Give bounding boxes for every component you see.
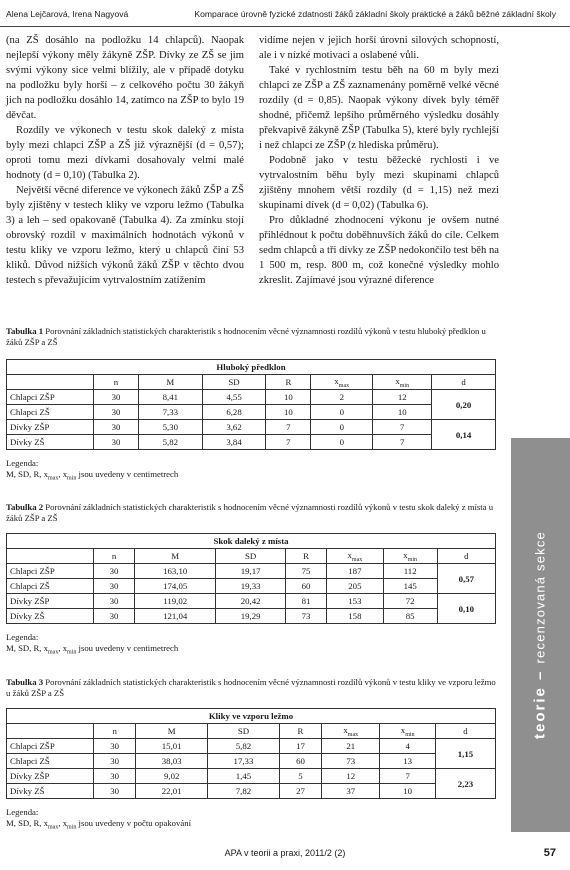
- col-header: d: [437, 549, 495, 564]
- table-row: Chlapci ZŠ 30 7,33 6,28 10 0 10: [7, 405, 496, 420]
- header-authors: Alena Lejčarová, Irena Nagyová: [6, 9, 129, 19]
- table-title: Hluboký předklon: [7, 360, 496, 375]
- table-header-row: [7, 724, 496, 739]
- table-row: Chlapci ZŠP 30 15,01 5,82 17 21 4 1,15: [7, 739, 496, 754]
- paragraph: Podobně jako v testu běžecké rychlosti i ve vytrvalostním běhu byly mezi skupinami chlapců zjištěny mnohem větší rozdíly (d = 1,15) než mezi skupinami dívek (d = 0,02) (Tabulka 6).: [259, 155, 499, 211]
- table-row: Dívky ZŠ 30 22,01 7,82 27 37 10: [7, 784, 496, 799]
- paragraph: Také v rychlostním testu běh na 60 m byly mezi chlapci ze ZŠP a ZŠ zaznamenány poměrně velké věcné rozdíly (d = 0,85). Naopak výkony dívek byly téměř shodné, přičemž lepšího průměrného výsledku dosáhly překvapivě žákyně ZŠP (Tabulka 5), které byly rychlejší i než chlapci ze ZŠP (z hlediska průměru).: [259, 65, 499, 151]
- col-header: $x_{max}$: [322, 724, 380, 739]
- col-header: $x_{min}$: [380, 724, 436, 739]
- col-header: R: [279, 724, 321, 739]
- paragraph: Pro důkladné zhodnocení výkonu je ovšem nutné přihlédnout k počtu doběhnuvších žáků do cíle. Celkem sedm chlapců a tři dívky ze ZŠP nedokončilo test běh na 1 500 m, resp. 800 m, což konečné výsledky mohlo zkreslit. Zajímavé jsou výrazné diference: [259, 215, 499, 286]
- table-header-row: [7, 549, 496, 564]
- col-header: d: [432, 375, 496, 390]
- col-header: M: [138, 375, 202, 390]
- effect-size: 0,14: [432, 420, 496, 450]
- col-header: R: [286, 549, 327, 564]
- col-header: $x_{min}$: [383, 549, 437, 564]
- table-1: [6, 359, 496, 450]
- body-column-left: [6, 33, 244, 288]
- table-2: [6, 533, 496, 624]
- table-1-legend: Legenda: M, SD, R, $x_{max}$, $x_{min}$ jsou uvedeny v centimetrech: [6, 458, 179, 482]
- paragraph: (na ZŠ dosáhlo na podložku 14 chlapců). Naopak nejlepší výkony měly žákyně ZŠP. Dívky ze ZŠ se jim svými výkony sice velmi blížily, ale v případě dotyku na podložku byly horší – z celkového počtu 30 žákyň jich na podložku dosáhlo 14, zatímco na ZŠP to bylo 19 děvčat.: [6, 35, 244, 121]
- col-header: SD: [208, 724, 280, 739]
- table-row: Dívky ZŠP 30 5,30 3,62 7 0 7 0,14: [7, 420, 496, 435]
- journal-name: APA v teorii a praxi, 2011/2 (2): [224, 848, 346, 858]
- col-header: M: [136, 724, 208, 739]
- col-header: SD: [216, 549, 286, 564]
- col-header: $x_{max}$: [327, 549, 384, 564]
- col-header: n: [94, 549, 135, 564]
- page-number: 57: [543, 847, 556, 859]
- paragraph: Největší věcné diference ve výkonech žáků ZŠP a ZŠ byly zjištěny v testech kliky ve vzporu ležmo (Tabulka 3) a leh – sed opakovaně (Tabulka 4). Za zmínku stojí obrovský rozdíl v maximálních hodnotách výkonů v testu kliky ve vzporu ležmo, který u chlapců činí 53 kliků. Důvod nižších výkonů žáků ZŠP v těchto dvou testech s převažujícím vytrvalostním zatížením: [6, 185, 244, 286]
- table-3-caption: [6, 677, 498, 699]
- table-caption-text: Porovnání základních statistických charakteristik s hodnocením věcné významnosti rozdílů výkonů v testu kliky ve vzporu ležmo u žáků ZŠP a ZŠ: [6, 677, 496, 698]
- table-caption-text: Porovnání základních statistických charakteristik s hodnocením věcné významnosti rozdílů výkonů v testu skok daleký z místa u žáků ZŠP a ZŠ: [6, 502, 494, 523]
- table-row: Dívky ZŠ 30 5,82 3,84 7 0 7: [7, 435, 496, 450]
- col-header: n: [94, 724, 136, 739]
- table-title: Kliky ve vzporu ležmo: [7, 709, 496, 724]
- table-row: Chlapci ZŠP 30 8,41 4,55 10 2 12 0,20: [7, 390, 496, 405]
- paragraph: vidíme nejen v jejich horší úrovni silových schopností, ale i v nízké motivaci a oslabené vůli.: [259, 35, 499, 61]
- table-row: Chlapci ZŠ 30 38,03 17,33 60 73 13: [7, 754, 496, 769]
- table-row: Chlapci ZŠ 30 174,05 19,33 60 205 145: [7, 579, 496, 594]
- col-header: $x_{max}$: [311, 375, 373, 390]
- col-header: SD: [202, 375, 266, 390]
- table-3: [6, 708, 496, 799]
- table-header-row: [7, 375, 496, 390]
- section-label: teorie – recenzovaná sekce: [531, 531, 549, 739]
- table-caption-label: Tabulka 1: [6, 326, 44, 336]
- table-caption-label: Tabulka 2: [6, 502, 44, 512]
- body-column-right: [259, 33, 499, 288]
- effect-size: 1,15: [435, 739, 495, 769]
- table-title: Skok daleký z místa: [7, 534, 496, 549]
- table-caption-text: Porovnání základních statistických charakteristik s hodnocením věcné významnosti rozdílů výkonů v testu hluboký předklon u žáků ZŠP a ZŠ: [6, 326, 486, 347]
- table-row: Dívky ZŠP 30 119,02 20,42 81 153 72 0,10: [7, 594, 496, 609]
- col-header: d: [435, 724, 495, 739]
- table-row: Chlapci ZŠP 30 163,10 19,17 75 187 112 0,57: [7, 564, 496, 579]
- header-title: Komparace úrovně fyzické zdatnosti žáků základní školy praktické a žáků běžné základní školy: [194, 9, 556, 19]
- table-2-legend: Legenda: M, SD, R, $x_{max}$, $x_{min}$ jsou uvedeny v centimetrech: [6, 632, 179, 656]
- table-2-caption: [6, 502, 498, 524]
- table-row: Dívky ZŠ 30 121,04 19,29 73 158 85: [7, 609, 496, 624]
- effect-size: 0,57: [437, 564, 495, 594]
- table-caption-label: Tabulka 3: [6, 677, 44, 687]
- col-header: R: [266, 375, 311, 390]
- col-header: n: [94, 375, 139, 390]
- col-header: M: [135, 549, 216, 564]
- table-row: Dívky ZŠP 30 9,02 1,45 5 12 7 2,23: [7, 769, 496, 784]
- running-header: [6, 9, 556, 23]
- table-1-caption: [6, 326, 498, 348]
- effect-size: 2,23: [435, 769, 495, 799]
- header-rule: [0, 26, 570, 27]
- paragraph: Rozdíly ve výkonech v testu skok daleký z místa byly mezi chlapci ZŠP a ZŠ již výraznější (d = 0,57); oproti tomu mezi dívkami dosahovaly velmi malé hodnoty (d = 0,10) (Tabulka 2).: [6, 125, 244, 181]
- col-header: $x_{min}$: [373, 375, 432, 390]
- effect-size: 0,20: [432, 390, 496, 420]
- effect-size: 0,10: [437, 594, 495, 624]
- table-3-legend: Legenda: M, SD, R, $x_{max}$, $x_{min}$ jsou uvedeny v počtu opakování: [6, 807, 191, 831]
